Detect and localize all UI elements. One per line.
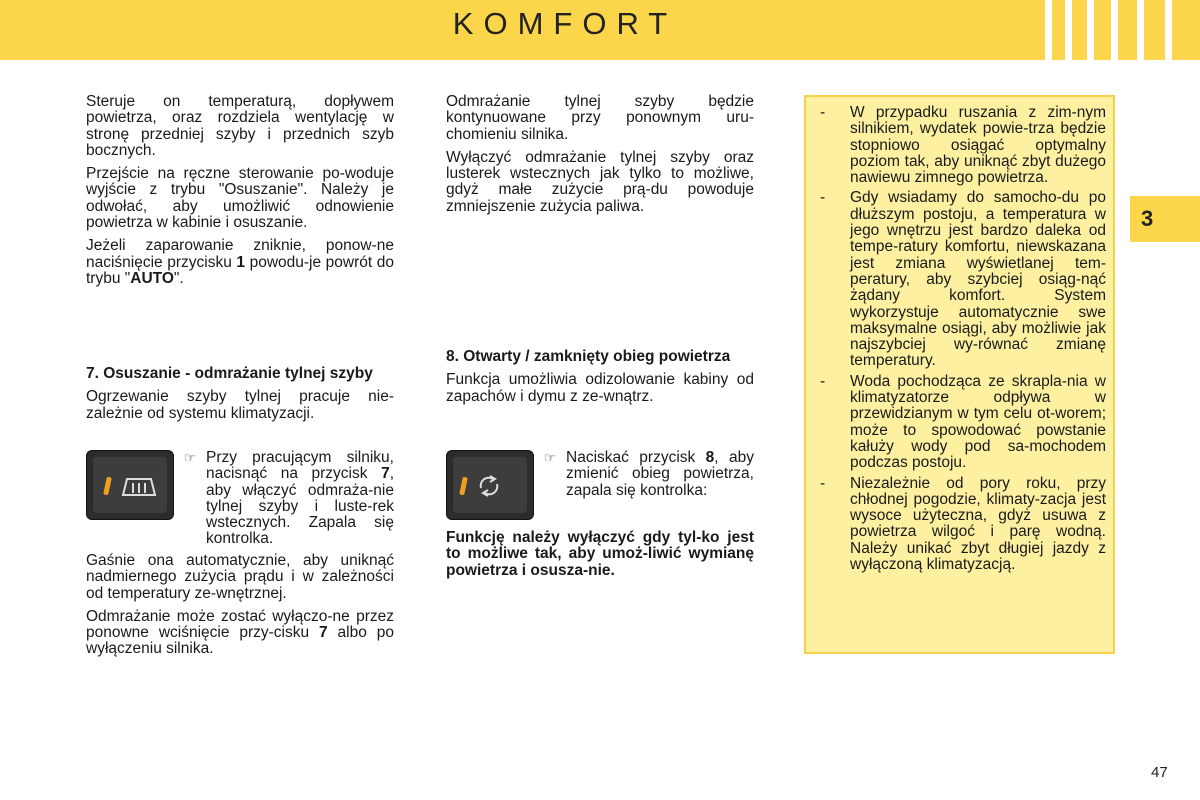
- list-item: - W przypadku ruszania z zim-nym silnikiem, wydatek powie-trza będzie stopniowo osiągać optymalny poziom tak, aby uniknąć zbyt dużego nawiewu zimnego powietrza.: [820, 104, 1106, 187]
- list-item: - Woda pochodząca ze skrapla-nia w klimatyzatorze odpływa w przewidzianym w tym celu ot-worem; może to spowodować powstanie kałuży wody pod sa-mochodem podczas postoju.: [820, 372, 1106, 472]
- paragraph: Funkcja umożliwia odizolowanie kabiny od zapachów i dymu z ze-wnątrz.: [446, 371, 754, 405]
- paragraph: Przejście na ręczne sterowanie po-woduje wyjście z trybu "Osuszanie". Należy je odwołać, aby umożliwić odnowienie powietrza w kabinie i osuszanie.: [86, 165, 394, 232]
- info-box: [804, 95, 1115, 654]
- chapter-number: 3: [1141, 206, 1154, 231]
- section-7: [86, 366, 394, 429]
- header-stripe: [1165, 0, 1172, 60]
- recirculation-button-image: [446, 450, 534, 520]
- section-7-instruction: ☞ Przy pracującym silniku, nacisnąć na przycisk 7, aby włączyć odmraża-nie tylnej szyby i luste-rek wstecznych. Zapala się kontrolka.: [184, 449, 394, 548]
- rear-window-defrost-icon: [121, 475, 157, 499]
- list-item: - Gdy wsiadamy do samocho-du po dłuższym postoju, a temperatura w jego wnętrzu jest bardzo daleka od tempe-ratury komfortu, niewskazana jest zmiana wyświetlanej tem-peratury, aby szybciej osiąg-nąć żądany komfort. System wykorzystuje automatycznie swe maksymalne osiągi, aby możliwie jak najszybciej wy-równać zmianę temperatury.: [820, 189, 1106, 370]
- warning-note: [446, 530, 754, 586]
- section-8-heading: 8. Otwarty / zamknięty obieg powietrza: [446, 348, 731, 365]
- header-stripe: [1087, 0, 1094, 60]
- air-recirculation-icon: [475, 473, 503, 499]
- header-stripe: [1065, 0, 1072, 60]
- chapter-tab[interactable]: [1130, 196, 1200, 242]
- page-number: 47: [1151, 764, 1168, 781]
- page-title: KOMFORT: [452, 6, 678, 41]
- section-8-instruction: ☞ Naciskać przycisk 8, aby zmienić obieg powietrza, zapala się kontrolka:: [544, 449, 754, 499]
- list-item: - Niezależnie od pory roku, przy chłodnej pogodzie, klimaty-zacja jest wysoce użyteczna, gdyż usuwa z powietrza wilgoć i parę wodną. Należy unikać zbyt długiej jazdy z wyłączoną klimatyzacją.: [820, 474, 1106, 574]
- pointing-hand-icon: ☞: [184, 450, 196, 465]
- section-8: [446, 349, 754, 412]
- header-stripe: [1137, 0, 1144, 60]
- paragraph: Wyłączyć odmrażanie tylnej szyby oraz lusterek wstecznych jak tylko to możliwe, gdyż małe zużycie prą-du powoduje zmniejszenie zużycia paliwa.: [446, 148, 754, 215]
- paragraph: Odmrażanie tylnej szyby będzie kontynuowane przy ponownym uru-chomieniu silnika.: [446, 93, 754, 143]
- pointing-hand-icon: ☞: [544, 450, 556, 465]
- paragraph: Gaśnie ona automatycznie, aby uniknąć nadmiernego zużycia prądu i w zależności od temperatury ze-wnętrznej.: [86, 552, 394, 602]
- header-stripe: [1045, 0, 1052, 60]
- header-stripe: [1111, 0, 1118, 60]
- paragraph: Jeżeli zaparowanie zniknie, ponow-ne naciśnięcie przycisku 1 powodu-je powrót do trybu "AUTO".: [86, 237, 394, 287]
- paragraph: Ogrzewanie szyby tylnej pracuje nie-zależnie od systemu klimatyzacji.: [86, 388, 394, 422]
- column-1-outro: [86, 553, 394, 665]
- column-1-intro: [86, 94, 394, 294]
- rear-defrost-button-image: [86, 450, 174, 520]
- paragraph: Steruje on temperaturą, dopływem powietrza, oraz rozdziela wentylację w stronę przedniej szyby i przednich szyb bocznych.: [86, 93, 394, 159]
- paragraph: Odmrażanie może zostać wyłączo-ne przez ponowne wciśnięcie przy-cisku 7 albo po wyłączeniu silnika.: [86, 607, 394, 658]
- section-7-heading: 7. Osuszanie - odmrażanie tylnej szyby: [86, 365, 373, 382]
- page-header: [0, 0, 1200, 60]
- info-list: [820, 105, 1106, 577]
- column-2-intro: [446, 94, 754, 222]
- warning-text: Funkcję należy wyłączyć gdy tyl-ko jest to możliwe tak, aby umoż-liwić wymianę powietrza i osusza-nie.: [446, 529, 754, 579]
